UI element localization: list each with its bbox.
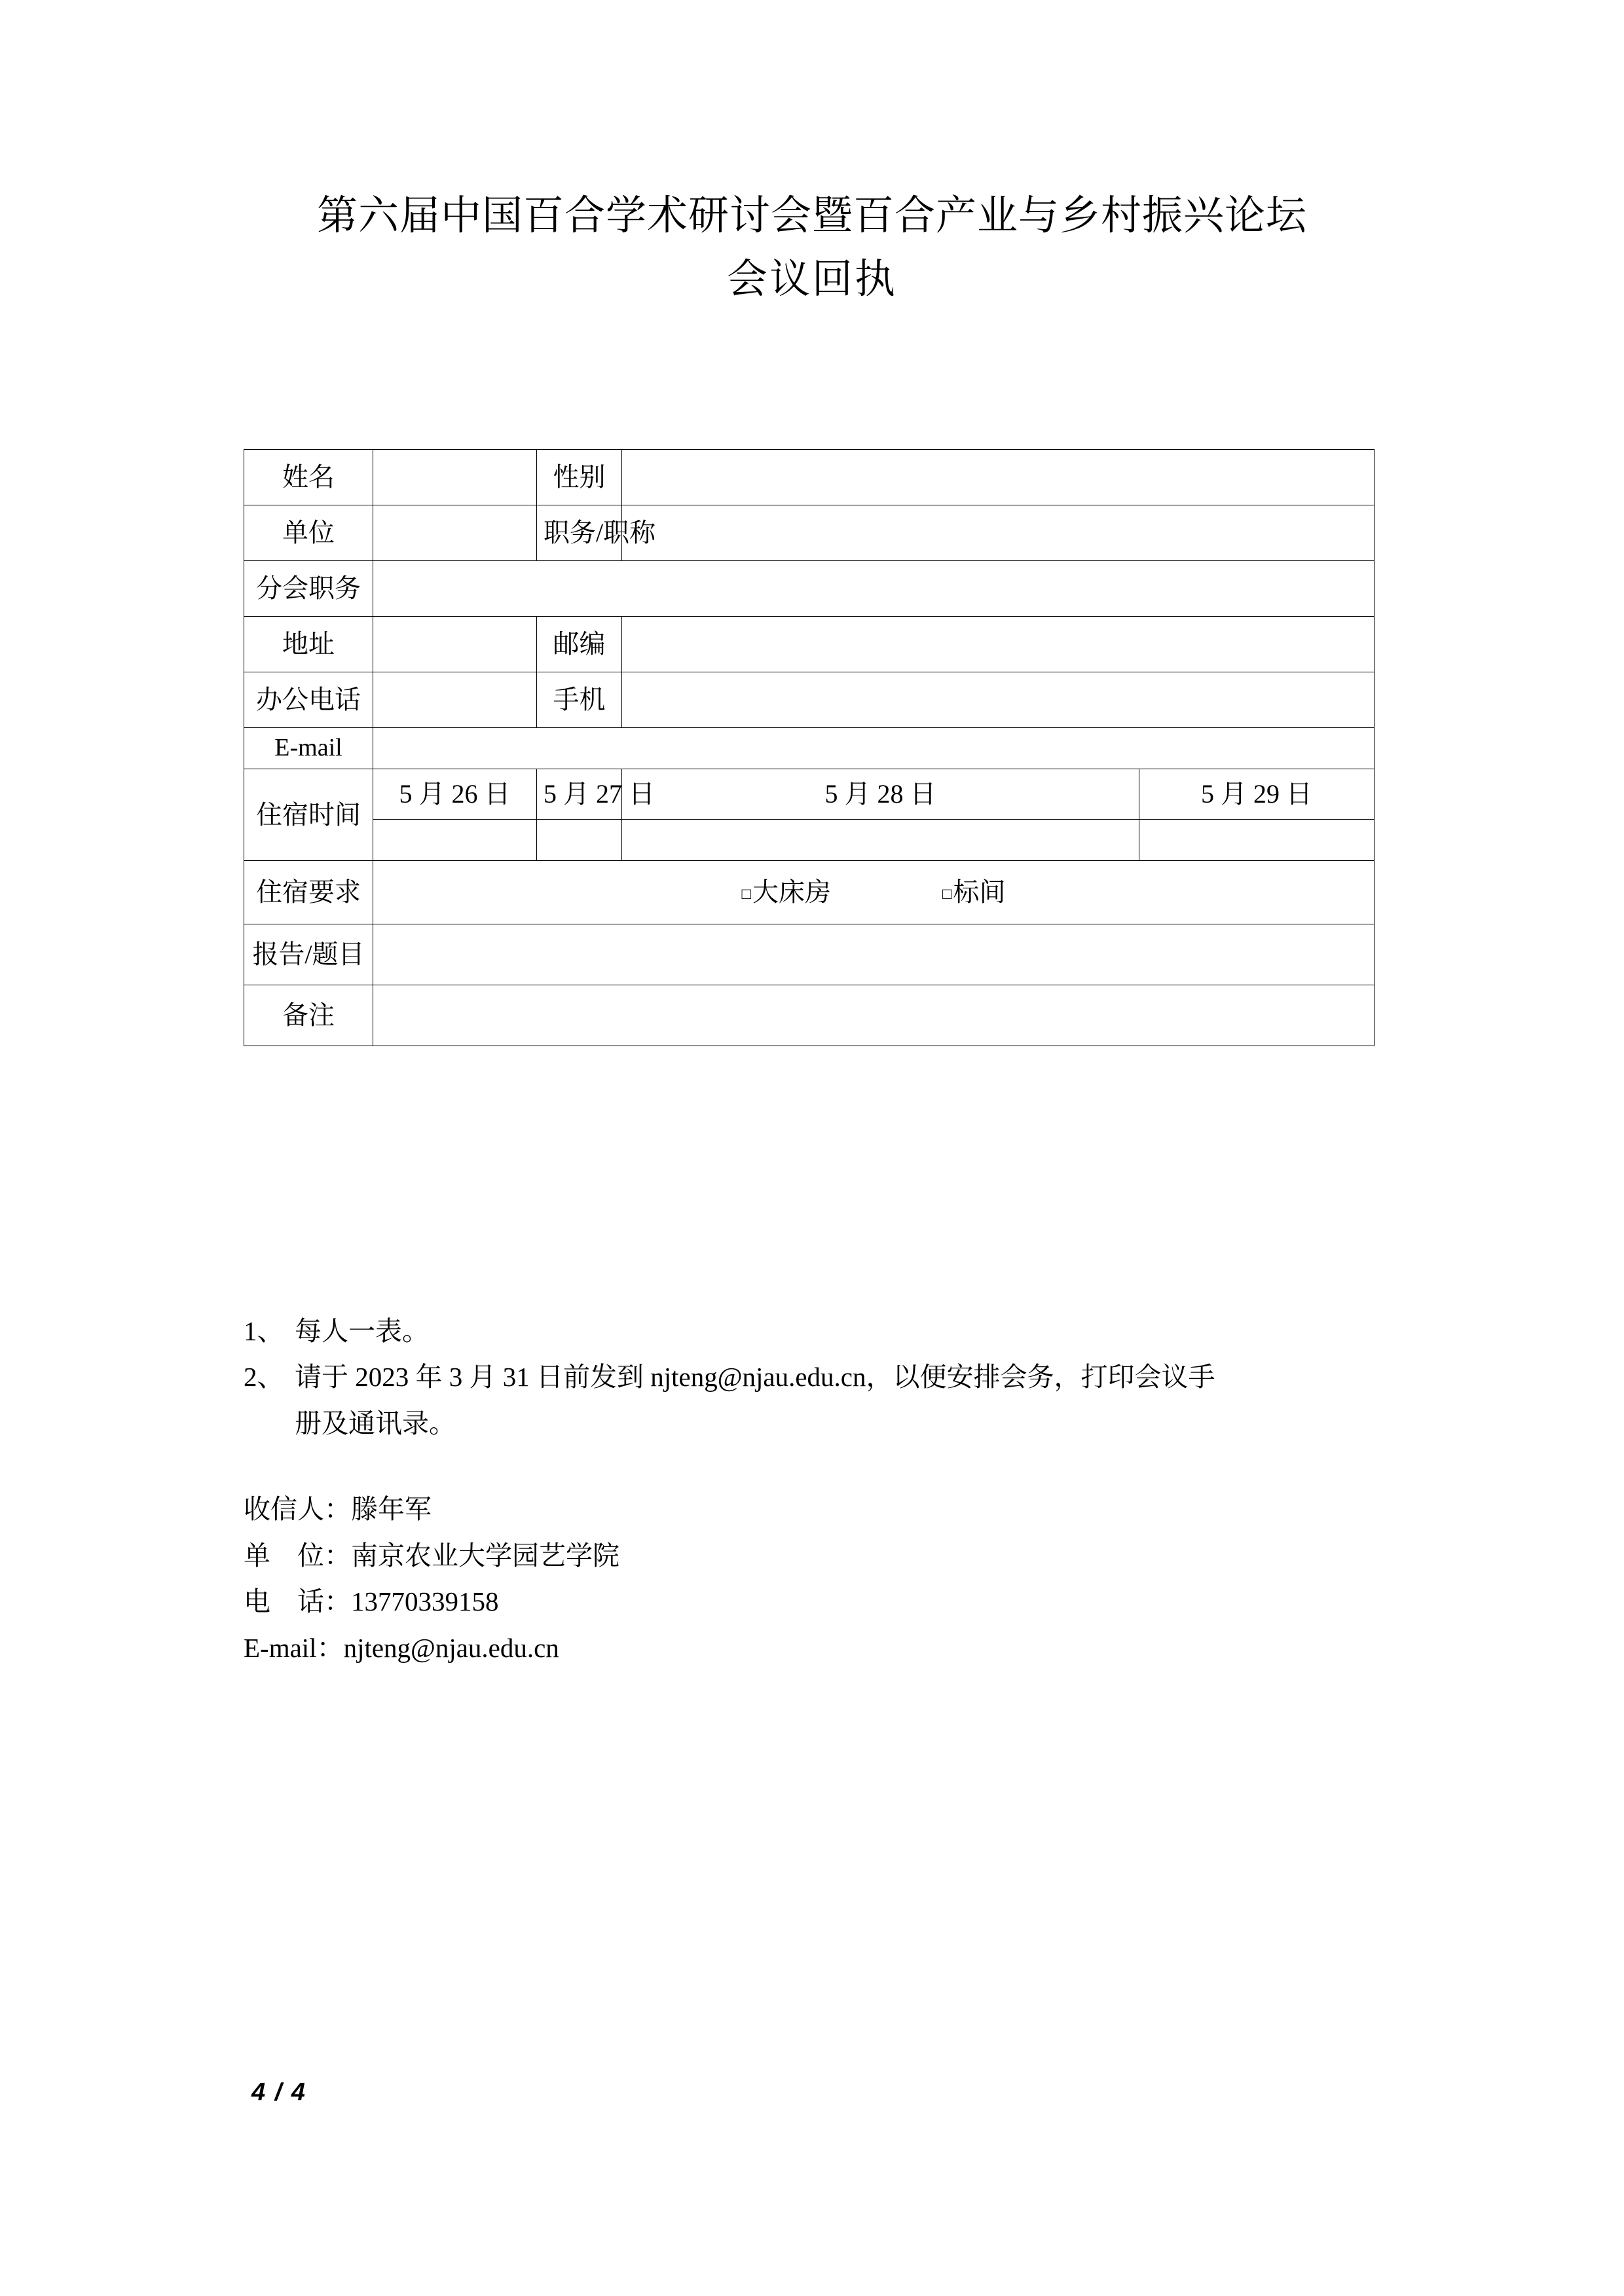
stay-date-header-3: 5 月 28 日 — [622, 769, 1139, 820]
checkbox-icon-twin-room[interactable]: □ — [942, 886, 952, 903]
field-input-gender[interactable] — [622, 450, 1375, 505]
field-label-mobile: 手机 — [537, 672, 622, 728]
contact-value-organization: 南京农业大学园艺学院 — [351, 1540, 619, 1571]
field-input-postcode[interactable] — [622, 617, 1375, 672]
contact-value-phone: 13770339158 — [351, 1586, 499, 1617]
field-label-position-title: 职务/职称 — [537, 505, 622, 561]
note-item-2 — [244, 1355, 1396, 1398]
field-label-postcode: 邮编 — [537, 617, 622, 672]
contact-line-phone — [244, 1578, 1396, 1625]
field-label-branch-position: 分会职务 — [244, 561, 373, 617]
field-label-stay-requirement: 住宿要求 — [244, 861, 373, 924]
table-row-office-phone — [244, 672, 1375, 728]
field-input-position-title[interactable] — [622, 505, 1375, 561]
stay-date-header-4: 5 月 29 日 — [1139, 769, 1375, 820]
table-row-address — [244, 617, 1375, 672]
stay-date-header-2: 5 月 27 日 — [537, 769, 622, 820]
field-input-remark[interactable] — [373, 985, 1375, 1046]
note-text-2: 请于 2023 年 3 月 31 日前发到 njteng@njau.edu.cn，以便安排会务，打印会议手 — [295, 1362, 1215, 1393]
checkbox-icon-big-bed[interactable]: □ — [741, 886, 751, 903]
field-label-remark: 备注 — [244, 985, 373, 1046]
contact-value-recipient: 滕年军 — [351, 1494, 432, 1524]
table-row-stay-dates-input — [244, 820, 1375, 861]
field-input-report-title[interactable] — [373, 924, 1375, 985]
table-row-stay-dates — [244, 769, 1375, 820]
stay-date-input-4[interactable] — [1139, 820, 1375, 861]
contact-label-phone: 电 话： — [244, 1586, 351, 1617]
notes-list — [244, 1309, 1396, 1445]
table-row-branch-position — [244, 561, 1375, 617]
page-title — [0, 190, 1624, 306]
field-input-mobile[interactable] — [622, 672, 1375, 728]
page-number-footer: 4 / 4 — [251, 2079, 306, 2106]
table-row-remark — [244, 985, 1375, 1046]
stay-date-input-2[interactable] — [537, 820, 622, 861]
field-input-name[interactable] — [373, 450, 537, 505]
field-label-email: E-mail — [244, 728, 373, 769]
note-item-1 — [244, 1309, 1396, 1353]
field-label-address: 地址 — [244, 617, 373, 672]
contact-block — [244, 1486, 1396, 1671]
stay-option-label-big-bed: 大床房 — [752, 877, 831, 907]
table-row-name — [244, 450, 1375, 505]
field-input-address[interactable] — [373, 617, 537, 672]
note-text-1: 每人一表。 — [295, 1316, 429, 1346]
stay-option-big-bed[interactable] — [742, 877, 832, 908]
registration-form-table — [244, 449, 1375, 1046]
contact-label-recipient: 收信人： — [244, 1494, 351, 1524]
stay-date-header-1: 5 月 26 日 — [373, 769, 537, 820]
contact-label-organization: 单 位： — [244, 1540, 351, 1571]
contact-line-email — [244, 1625, 1396, 1671]
stay-option-twin-room[interactable] — [942, 877, 1006, 908]
stay-requirement-options — [373, 861, 1375, 924]
title-line-primary: 第六届中国百合学术研讨会暨百合产业与乡村振兴论坛 — [316, 193, 1307, 238]
title-line-secondary: 会议回执 — [726, 257, 897, 302]
table-row-stay-requirement — [244, 861, 1375, 924]
field-input-branch-position[interactable] — [373, 561, 1375, 617]
stay-date-input-3[interactable] — [622, 820, 1139, 861]
contact-value-email: njteng@njau.edu.cn — [343, 1632, 559, 1663]
table-row-organization — [244, 505, 1375, 561]
field-input-email[interactable] — [373, 728, 1375, 769]
field-input-office-phone[interactable] — [373, 672, 537, 728]
contact-line-organization — [244, 1533, 1396, 1579]
field-label-name: 姓名 — [244, 450, 373, 505]
field-label-office-phone: 办公电话 — [244, 672, 373, 728]
stay-option-label-twin-room: 标间 — [953, 877, 1006, 907]
table-row-report-title — [244, 924, 1375, 985]
field-label-stay-time: 住宿时间 — [244, 769, 373, 861]
contact-line-recipient — [244, 1486, 1396, 1533]
note-number-2: 2、 — [244, 1362, 284, 1393]
table-row-email — [244, 728, 1375, 769]
field-label-report-title: 报告/题目 — [244, 924, 373, 985]
stay-date-input-1[interactable] — [373, 820, 537, 861]
contact-label-email: E-mail： — [244, 1632, 344, 1663]
note-text-2-continuation: 册及通讯录。 — [295, 1408, 456, 1438]
field-input-organization[interactable] — [373, 505, 537, 561]
field-label-gender: 性别 — [537, 450, 622, 505]
field-label-organization: 单位 — [244, 505, 373, 561]
note-number-1: 1、 — [244, 1316, 284, 1346]
